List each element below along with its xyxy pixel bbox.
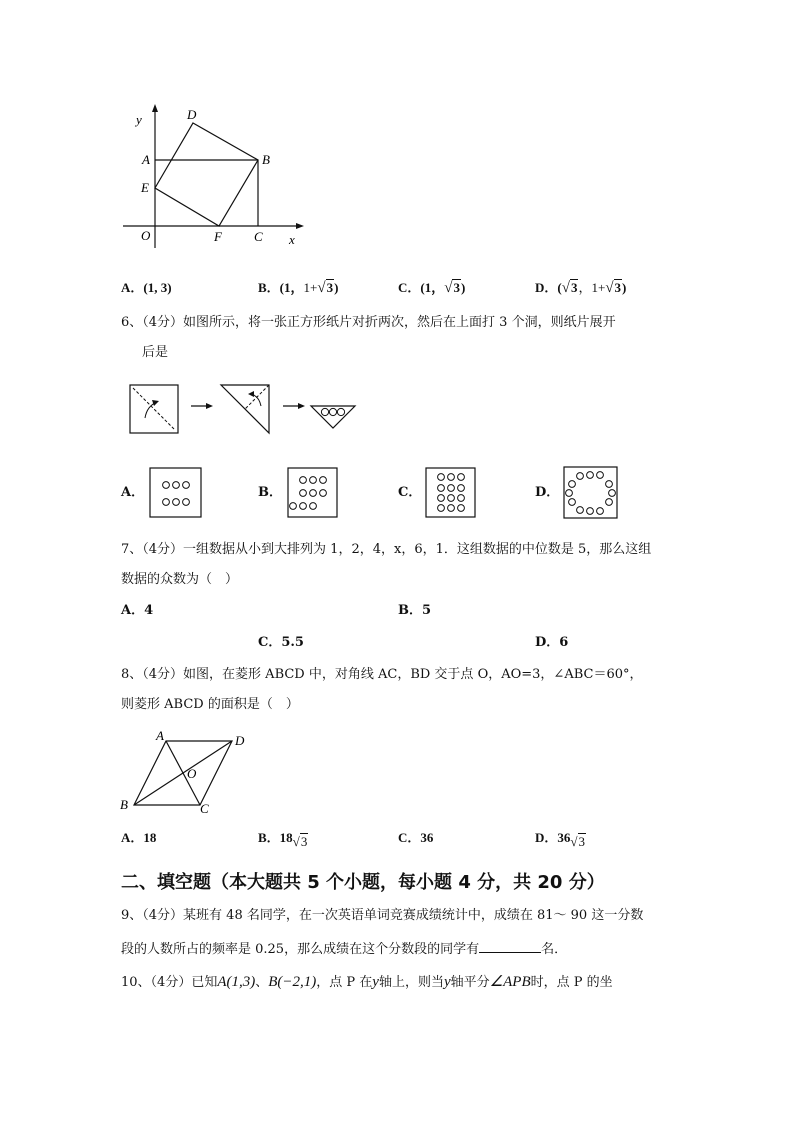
q8-label-D: D [235, 733, 245, 748]
q5-option-c-radicand: 3 [453, 280, 460, 295]
q5-option-d [535, 277, 626, 297]
q5-label-F: F [214, 229, 222, 244]
q10-prefix: 10、（4分）已知 [121, 975, 218, 990]
q6-fold-step3-triangle [311, 406, 355, 428]
hole [320, 490, 327, 497]
q8-option-d-text: 36 [557, 830, 571, 845]
hole [310, 490, 317, 497]
hole [310, 477, 317, 484]
q5-option-c-post: ) [460, 280, 466, 295]
hole [569, 481, 576, 488]
q6-option-d-figure [563, 466, 619, 520]
q5-option-b-post: ) [334, 280, 339, 295]
q5-option-d-mid: ，1+ [578, 280, 606, 295]
q8-option-c [398, 827, 433, 846]
q8-label-C: C [200, 801, 209, 816]
hole [183, 499, 190, 506]
q5-option-b-plus: 1+ [303, 280, 318, 295]
q5-option-c-letter: C． [398, 280, 421, 295]
hole [300, 490, 307, 497]
hole [458, 474, 465, 481]
q5-label-D: D [187, 107, 197, 122]
q5-option-b-letter: B． [258, 280, 280, 295]
q9-line2-text: 段的人数所占的频率是 0.25，那么成绩在这个分数段的同学有 [121, 942, 480, 957]
hole [438, 474, 445, 481]
q5-option-b [258, 277, 338, 297]
q9-stem-line2 [121, 940, 567, 956]
q6-option-b-figure [287, 467, 339, 519]
q5-square-DBFE [155, 123, 258, 226]
hole [163, 482, 170, 489]
q6-option-c-figure [425, 467, 477, 519]
q6-step3-hole [321, 408, 328, 415]
q10-angle: ∠APB [489, 974, 531, 990]
q6-option-c-letter: C． [398, 485, 422, 500]
q10-y-2: y [443, 974, 451, 990]
q7-option-d: D．6 [535, 635, 569, 650]
hole [577, 473, 584, 480]
q8-option-b-sqrt: √3 [292, 834, 308, 849]
q9-line2-suffix: 名． [541, 942, 568, 957]
q8-option-b-letter: B． [258, 830, 280, 845]
q8-option-d-radicand: 3 [578, 834, 586, 849]
q7-option-c: C．5.5 [258, 635, 304, 650]
q6-step-arrow-1-head [206, 403, 213, 409]
hole [163, 499, 170, 506]
q5-option-a-letter: A． [121, 280, 144, 295]
q5-label-x: x [289, 232, 295, 247]
q6-folding-figure [125, 380, 365, 438]
q6-stem-line1: 6、（4分）如图所示，将一张正方形纸片对折两次，然后在上面打 3 个洞，则纸片展开 [121, 315, 616, 330]
q10-text-3: 轴平分 [450, 975, 490, 990]
hole [173, 482, 180, 489]
hole [458, 495, 465, 502]
hole [609, 490, 616, 497]
q5-label-E: E [141, 180, 149, 195]
q9-answer-blank[interactable] [479, 940, 541, 953]
q6-fold-step2-arrowhead [248, 391, 254, 397]
hole [290, 503, 297, 510]
hole [183, 482, 190, 489]
q5-option-d-letter: D． [535, 280, 558, 295]
q10-text-4: 时，点 P 的坐 [530, 975, 613, 990]
q6-option-a-square [150, 468, 201, 517]
q5-option-a-text: (1, 3) [143, 280, 172, 295]
q5-option-c [398, 277, 465, 297]
q8-label-B: B [120, 797, 128, 812]
q5-x-arrow [296, 223, 304, 229]
q7-stem-line2: 数据的众数为（ ） [121, 572, 239, 587]
q8-option-a [121, 827, 156, 846]
q10-text-1: ，点 P 在 [316, 975, 373, 990]
q8-option-a-text: 18 [143, 830, 157, 845]
q8-option-b-radicand: 3 [300, 834, 308, 849]
q6-stem-line2: 后是 [142, 345, 169, 360]
hole [320, 477, 327, 484]
q5-option-b-radicand: 3 [326, 280, 334, 295]
q10-y-1: y [372, 974, 379, 990]
hole [300, 503, 307, 510]
hole [587, 472, 594, 479]
q6-option-a-letter: A． [121, 485, 145, 500]
hole [438, 485, 445, 492]
q7-option-b: B．5 [398, 603, 432, 618]
hole [606, 481, 613, 488]
q5-option-a [121, 277, 172, 296]
q10-separator: 、 [255, 975, 269, 990]
q5-option-d-sqrt2: √3 [605, 280, 622, 296]
q5-y-arrow [152, 104, 158, 112]
q6-option-b-letter: B． [258, 485, 282, 500]
hole [597, 508, 604, 515]
q6-step3-hole [337, 408, 344, 415]
q8-option-d [535, 827, 586, 849]
q10-stem-line1 [121, 975, 613, 990]
section2-title: 二、填空题（本大题共 5 个小题，每小题 4 分，共 20 分） [121, 872, 605, 893]
q5-option-d-pre: ( [557, 280, 562, 295]
q8-option-b-text: 18 [279, 830, 293, 845]
q6-option-a-figure [149, 467, 203, 519]
hole [577, 507, 584, 514]
hole [569, 499, 576, 506]
q10-point-b: B(−2,1) [268, 974, 317, 990]
q5-label-y: y [136, 112, 142, 127]
hole [458, 485, 465, 492]
q5-label-B: B [262, 152, 270, 167]
q6-fold-step1-arrowhead [152, 400, 159, 406]
q8-option-c-letter: C． [398, 830, 421, 845]
hole [458, 505, 465, 512]
q7-stem-line1: 7、（4分）一组数据从小到大排列为 1，2，4，x，6，1．这组数据的中位数是 5，那么这组 [121, 542, 652, 557]
q10-point-a: A(1,3) [217, 974, 256, 990]
q6-fold-step1-diagonal [133, 388, 175, 430]
hole [448, 474, 455, 481]
hole [438, 505, 445, 512]
q5-option-b-sqrt: √3 [317, 280, 334, 296]
hole [310, 503, 317, 510]
hole [300, 477, 307, 484]
hole [587, 508, 594, 515]
q5-option-d-radicand2: 3 [614, 280, 622, 295]
q8-label-O: O [187, 766, 197, 781]
q6-option-c-square [426, 468, 475, 517]
q8-stem-line1: 8、（4分）如图，在菱形 ABCD 中，对角线 AC，BD 交于点 O，AO=3，∠ABC＝60°， [121, 667, 643, 682]
q6-option-d-letter: D． [535, 485, 560, 500]
q8-diagonal-BD [134, 741, 232, 805]
q8-option-d-letter: D． [535, 830, 558, 845]
q6-step3-hole [329, 408, 336, 415]
q9-stem-line1: 9、（4分）某班有 48 名同学，在一次英语单词竞赛成绩统计中，成绩在 81～ 90 这一分数 [121, 908, 644, 923]
q5-option-c-pre: (1， [420, 280, 445, 295]
q7-option-a: A．4 [121, 603, 154, 618]
q5-option-c-sqrt: √3 [444, 280, 460, 296]
hole [438, 495, 445, 502]
q8-stem-line2: 则菱形 ABCD 的面积是（ ） [121, 697, 299, 712]
q10-text-2: 轴上，则当 [378, 975, 444, 990]
q5-label-A: A [142, 152, 150, 167]
q6-step-arrow-2-head [298, 403, 305, 409]
hole [448, 495, 455, 502]
hole [448, 505, 455, 512]
hole [606, 499, 613, 506]
q8-label-A: A [156, 728, 164, 743]
q5-figure [118, 100, 318, 250]
q5-option-d-radicand1: 3 [570, 280, 578, 295]
q8-option-b [258, 827, 308, 849]
hole [173, 499, 180, 506]
q8-option-c-text: 36 [420, 830, 434, 845]
q5-label-C: C [254, 229, 263, 244]
q5-label-O: O [141, 228, 151, 243]
q5-option-b-pre: (1， [279, 280, 304, 295]
q5-option-d-sqrt1: √3 [561, 280, 578, 296]
q5-option-d-post: ) [622, 280, 627, 295]
q8-rhombus-figure [114, 728, 254, 818]
q8-option-d-sqrt: √3 [570, 834, 586, 849]
hole [448, 485, 455, 492]
q8-option-a-letter: A． [121, 830, 144, 845]
hole [597, 472, 604, 479]
hole [566, 490, 573, 497]
